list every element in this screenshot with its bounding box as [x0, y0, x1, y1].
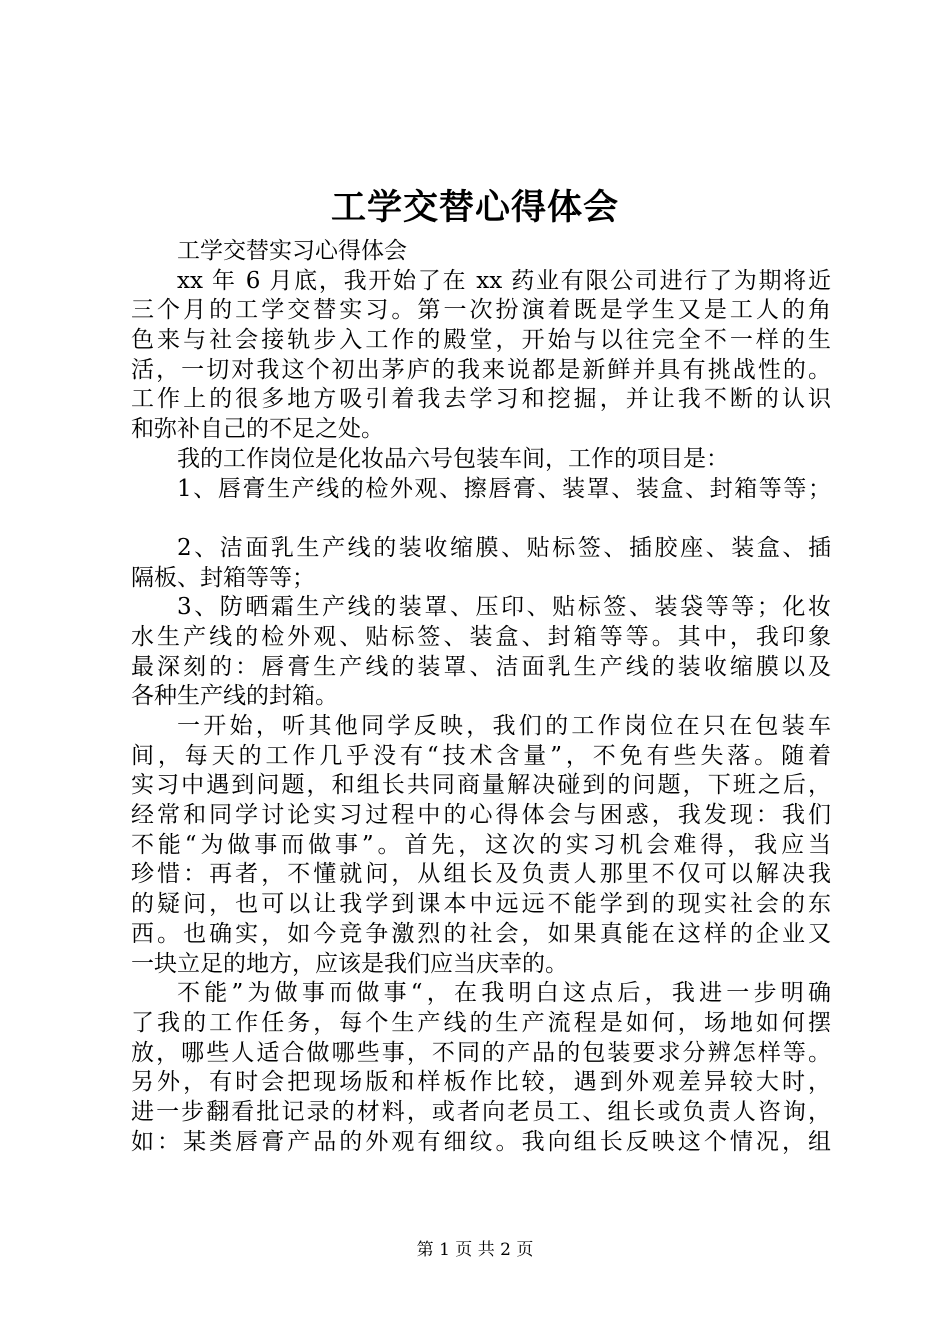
text-line: xx 年 6 月底，我开始了在 xx 药业有限公司进行了为期将近 — [177, 267, 831, 294]
text-line: 我的工作岗位是化妆品六号包装车间，工作的项目是： — [177, 445, 729, 472]
text-line: 间，每天的工作几乎没有“技术含量”，不免有些失落。随着 — [131, 742, 831, 769]
text-line: 各种生产线的封箱。 — [131, 683, 338, 710]
blank-line — [131, 504, 831, 534]
text-line: 和弥补自己的不足之处。 — [131, 416, 384, 443]
text-line: 色来与社会接轨步入工作的殿堂，开始与以往完全不一样的生 — [131, 327, 831, 354]
text-line: 不能”为做事而做事“，在我明白这点后，我进一步明确 — [177, 980, 831, 1007]
text-line: 另外，有时会把现场版和样板作比较，遇到外观差异较大时， — [131, 1069, 831, 1096]
text-line: 西。也确实，如今竞争激烈的社会，如果真能在这样的企业又 — [131, 920, 831, 947]
document-body — [131, 237, 831, 1157]
text-line: 了我的工作任务，每个生产线的生产流程是如何，场地如何摆 — [131, 1009, 831, 1036]
text-line: 经常和同学讨论实习过程中的心得体会与困惑，我发现：我们 — [131, 802, 831, 829]
text-line: 进一步翻看批记录的材料，或者向老员工、组长或负责人咨询， — [131, 1098, 831, 1125]
text-line: 水生产线的检外观、贴标签、装盒、封箱等等。其中，我印象 — [131, 623, 831, 650]
text-line: 隔板、封箱等等； — [131, 564, 315, 591]
text-line: 不能“为做事而做事”。首先，这次的实习机会难得，我应当 — [131, 831, 831, 858]
text-line: 2、洁面乳生产线的装收缩膜、贴标签、插胶座、装盒、插 — [177, 534, 831, 561]
text-line: 一开始，听其他同学反映，我们的工作岗位在只在包装车 — [177, 713, 831, 739]
text-line: 实习中遇到问题，和组长共同商量解决碰到的问题，下班之后， — [131, 772, 831, 799]
text-line: 1、唇膏生产线的检外观、擦唇膏、装罩、装盒、封箱等等； — [177, 475, 831, 502]
text-line: 一块立足的地方，应该是我们应当庆幸的。 — [131, 950, 568, 977]
text-line: 三个月的工学交替实习。第一次扮演着既是学生又是工人的角 — [131, 297, 831, 324]
page-footer: 第 1 页 共 2 页 — [416, 1240, 534, 1260]
text-line: 3、防晒霜生产线的装罩、压印、贴标签、装袋等等；化妆 — [177, 594, 831, 621]
text-line: 工作上的很多地方吸引着我去学习和挖掘，并让我不断的认识 — [131, 386, 831, 413]
text-line: 活，一切对我这个初出茅庐的我来说都是新鲜并具有挑战性的。 — [131, 356, 831, 383]
text-line: 珍惜：再者，不懂就问，从组长及负责人那里不仅可以解决我 — [131, 861, 831, 888]
document-title: 工学交替心得体会 — [330, 187, 619, 228]
text-line: 的疑问，也可以让我学到课本中远远不能学到的现实社会的东 — [131, 891, 831, 918]
text-line: 工学交替实习心得体会 — [177, 238, 407, 264]
text-line: 放，哪些人适合做哪些事，不同的产品的包装要求分辨怎样等。 — [131, 1039, 831, 1066]
text-line: 最深刻的：唇膏生产线的装罩、洁面乳生产线的装收缩膜以及 — [131, 653, 831, 680]
text-line: 如：某类唇膏产品的外观有细纹。我向组长反映这个情况，组 — [131, 1128, 831, 1155]
